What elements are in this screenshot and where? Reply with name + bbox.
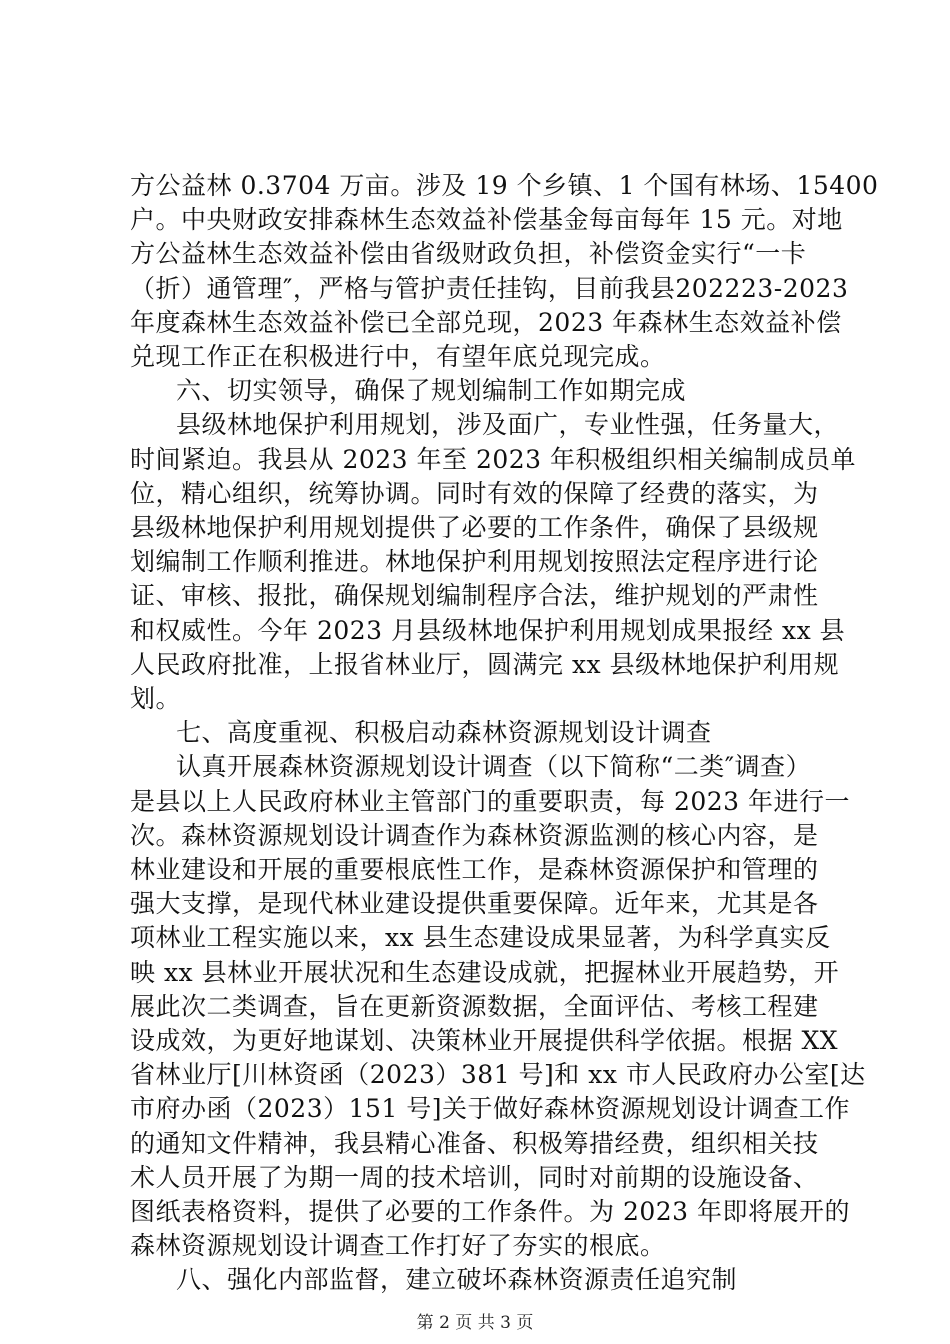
text-line: 是县以上人民政府林业主管部门的重要职责，每 2023 年进行一 (130, 786, 851, 816)
text-line: 图纸表格资料，提供了必要的工作条件。为 2023 年即将展开的 (130, 1197, 851, 1226)
page-number: 第 2 页 共 3 页 (416, 1313, 534, 1333)
text-line: 县级林地保护利用规划，涉及面广，专业性强，任务量大， (176, 410, 840, 440)
text-line: 兑现工作正在积极进行中，有望年底兑现完成。 (130, 342, 666, 371)
text-line: 划。 (130, 684, 182, 713)
text-line: 方公益林生态效益补偿由省级财政负担，补偿资金实行“一卡 (130, 239, 807, 269)
text-line: （折）通管理″，严格与管护责任挂钩，目前我县202223-2023 (130, 273, 849, 303)
section-heading-6: 六、切实领导，确保了规划编制工作如期完成 (176, 376, 687, 406)
text-line: 县级林地保护利用规划提供了必要的工作条件，确保了县级规 (130, 513, 819, 542)
text-line: 认真开展森林资源规划设计调查（以下简称“二类″调查） (176, 752, 812, 782)
text-line: 森林资源规划设计调查工作打好了夯实的根底。 (130, 1231, 666, 1261)
text-line: 设成效，为更好地谋划、决策林业开展提供科学依据。根据 XX (130, 1026, 839, 1055)
text-line: 时间紧迫。我县从 2023 年至 2023 年积极组织相关编制成员单 (130, 444, 857, 474)
text-line: 证、审核、报批，确保规划编制程序合法，维护规划的严肃性 (130, 581, 819, 611)
text-line: 次。森林资源规划设计调查作为森林资源监测的核心内容，是 (130, 820, 819, 850)
text-line: 位，精心组织，统筹协调。同时有效的保障了经费的落实，为 (130, 478, 819, 508)
text-line: 术人员开展了为期一周的技术培训，同时对前期的设施设备、 (130, 1162, 819, 1192)
text-line: 的通知文件精神，我县精心准备、积极筹措经费，组织相关技 (130, 1128, 819, 1158)
text-line: 林业建设和开展的重要根底性工作，是森林资源保护和管理的 (130, 855, 819, 884)
text-line: 方公益林 0.3704 万亩。涉及 19 个乡镇、1 个国有林场、15400 (130, 171, 879, 200)
text-line: 年度森林生态效益补偿已全部兑现，2023 年森林生态效益补偿 (130, 307, 842, 337)
text-line: 项林业工程实施以来，xx 县生态建设成果显著，为科学真实反 (130, 923, 831, 953)
text-line: 人民政府批准，上报省林业厅，圆满完 xx 县级林地保护利用规 (130, 649, 840, 679)
text-line: 映 xx 县林业开展状况和生态建设成就，把握林业开展趋势，开 (130, 957, 840, 987)
text-line: 展此次二类调查，旨在更新资源数据，全面评估、考核工程建 (130, 991, 819, 1021)
section-heading-8: 八、强化内部监督，建立破坏森林资源责任追究制 (176, 1265, 738, 1295)
text-line: 省林业厅[川林资函（2023）381 号]和 xx 市人民政府办公室[达 (130, 1060, 866, 1090)
text-line: 强大支撑，是现代林业建设提供重要保障。近年来，尤其是各 (130, 889, 819, 919)
text-line: 划编制工作顺利推进。林地保护利用规划按照法定程序进行论 (130, 547, 819, 577)
text-line: 户。中央财政安排森林生态效益补偿基金每亩每年 15 元。对地 (130, 205, 843, 235)
text-line: 和权威性。今年 2023 月县级林地保护利用规划成果报经 xx 县 (130, 615, 846, 645)
section-heading-7: 七、高度重视、积极启动森林资源规划设计调查 (176, 718, 712, 748)
text-line: 市府办函（2023）151 号]关于做好森林资源规划设计调查工作 (130, 1094, 851, 1124)
